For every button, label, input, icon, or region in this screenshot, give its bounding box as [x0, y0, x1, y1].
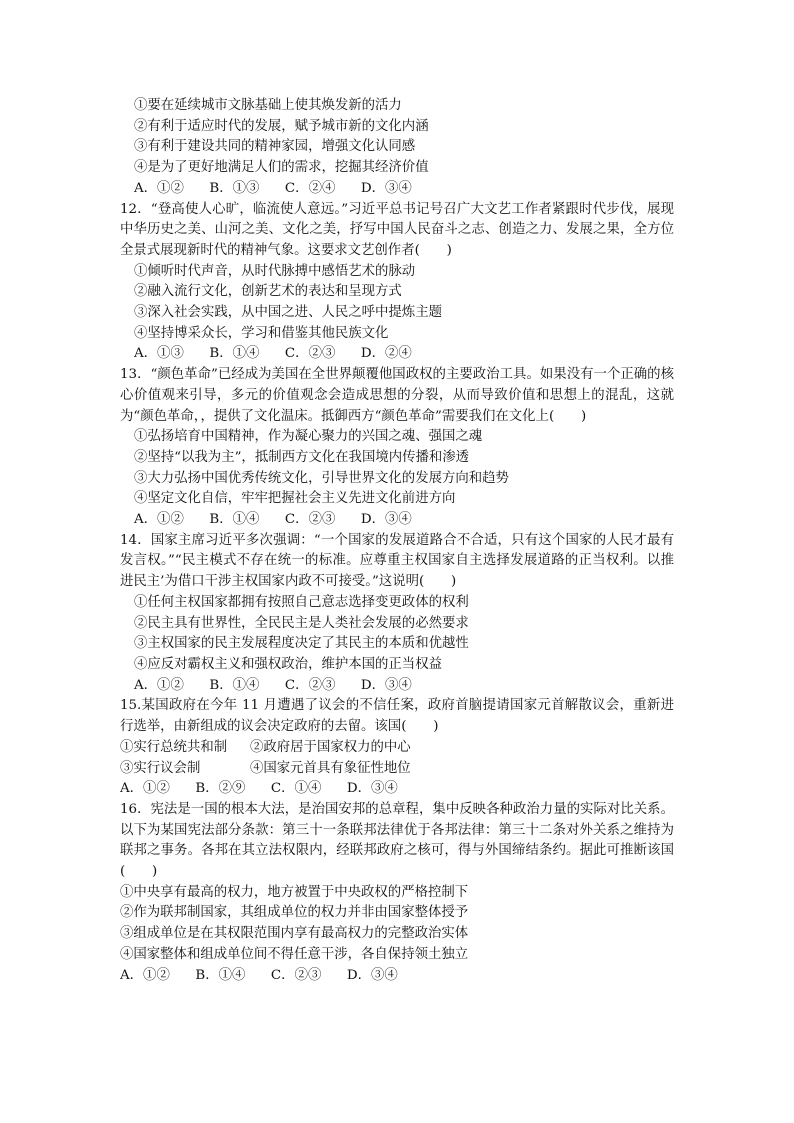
q13-option-2: ②坚持“以我为主”，抵制西方文化在我国境内传播和渗透: [134, 449, 470, 465]
q16-option-2: ②作为联邦制国家，其组成单位的权力并非由国家整体授予: [120, 905, 469, 921]
q15-options-row-2: [120, 759, 674, 780]
q16-stem: 16．宪法是一国的根本大法，是治国安邦的总章程，集中反映各种政治力量的实际对比关系。以下为某国宪法部分条款：第三十一条联邦法律优于各邦法律：第三十二条对外关系之维持为联邦之事务。各邦在其立法权限内，经联邦政府之核可，得与外国缔结条约。据此可推断该国( ): [120, 801, 674, 880]
q12-option-3: ③深入社会实践，从中国之进、人民之呼中提炼主题: [134, 305, 442, 321]
question-12: [120, 200, 674, 366]
q12-option-4: ④坚持博采众长，学习和借鉴其他民族文化: [134, 325, 389, 341]
q12-option-1: ①倾听时代声音，从时代脉搏中感悟艺术的脉动: [134, 263, 416, 279]
q11-option-3: ③有利于建设共同的精神家园，增强文化认同感: [134, 139, 416, 155]
q12-answer-choices: A．①③ B．①④ C．②③ D．②④: [134, 346, 412, 362]
q16-option-1: ①中央享有最高的权力，地方被置于中央政权的严格控制下: [120, 884, 469, 900]
q16-answer-choices: A．①② B．①④ C．②③ D．③④: [120, 967, 398, 983]
question-13: [120, 365, 674, 531]
q14-option-2: ②民主具有世界性，全民民主是人类社会发展的必然要求: [134, 615, 469, 631]
question-14: [120, 531, 674, 697]
q14-answer-choices: A．①② B．①④ C．②③ D．③④: [134, 677, 412, 693]
q14-stem: 14．国家主席习近平多次强调：“一个国家的发展道路合不合适，只有这个国家的人民才最有发言权。”“民主模式不存在统一的标准。应尊重主权国家自主选择发展道路的正当权利。以推进民主’为借口干涉主权国家内政不可接受。”这说明( ): [120, 532, 674, 590]
q15-option-3: ③实行议会制: [120, 760, 201, 776]
q16-option-3: ③组成单位是在其权限范围内享有最高权力的完整政治实体: [120, 926, 469, 942]
q14-option-4: ④应反对霸权主义和强权政治，维护本国的正当权益: [134, 656, 442, 672]
q11-option-4: ④是为了更好地满足人们的需求，挖掘其经济价值: [134, 160, 429, 176]
q11-option-2: ②有利于适应时代的发展，赋予城市新的文化内涵: [134, 118, 429, 134]
q15-option-2: ②政府居于国家权力的中心: [250, 739, 411, 755]
question-11: [120, 96, 674, 200]
q13-option-4: ④坚定文化自信，牢牢把握社会主义先进文化前进方向: [134, 491, 456, 507]
q11-option-1: ①要在延续城市文脉基础上使其焕发新的活力: [134, 98, 402, 113]
q13-stem: 13．“颜色革命”已经成为美国在全世界颠覆他国政权的主要政治工具。如果没有一个正确的核心价值观来引导，多元的价值观念会造成思想的分裂，从而导致价值和思想上的混乱，这就为“颜色革命，，提供了文化温床。抵御西方“颜色革命”需要我们在文化上( ): [120, 367, 674, 424]
q15-answer-choices: A．①② B．②⑨ C．①④ D．③④: [120, 781, 398, 797]
q14-option-1: ①任何主权国家都拥有按照自己意志选择变更政体的权利: [134, 594, 469, 610]
q11-answer-choices: A．①② B．①③ C．②④ D．③④: [134, 180, 412, 196]
q15-options-row-1: [120, 738, 674, 759]
q15-option-4: ④国家元首具有象征性地位: [250, 760, 411, 776]
question-16: [120, 800, 674, 986]
q12-option-2: ②融入流行文化，创新艺术的表达和呈现方式: [134, 284, 402, 300]
q13-answer-choices: A．①② B．①④ C．②③ D．③④: [134, 512, 412, 528]
exam-page: [120, 96, 674, 986]
q15-stem: 15.某国政府在今年 11 月遭遇了议会的不信任案，政府首脑提请国家元首解散议会，重新进行选举，由新组成的议会决定政府的去留。该国( ): [120, 698, 674, 735]
q13-option-1: ①弘扬培育中国精神，作为凝心聚力的兴国之魂、强国之魂: [134, 429, 483, 445]
q16-option-4: ④国家整体和组成单位间不得任意干涉，各自保持领土独立: [120, 946, 469, 962]
q12-stem: 12．“登高使人心旷，临流使人意远。”习近平总书记号召广大文艺工作者紧跟时代步伐，展现中华历史之美、山河之美、文化之美，抒写中国人民奋斗之志、创造之力、发展之果，全方位全景式展现新时代的精神气象。这要求文艺创作者( ): [120, 201, 674, 258]
q15-option-1: ①实行总统共和制: [120, 739, 228, 755]
q13-option-3: ③大力弘扬中国优秀传统文化，引导世界文化的发展方向和趋势: [134, 470, 509, 486]
q14-option-3: ③主权国家的民主发展程度决定了其民主的本质和优越性: [134, 636, 469, 652]
question-15: [120, 696, 674, 800]
